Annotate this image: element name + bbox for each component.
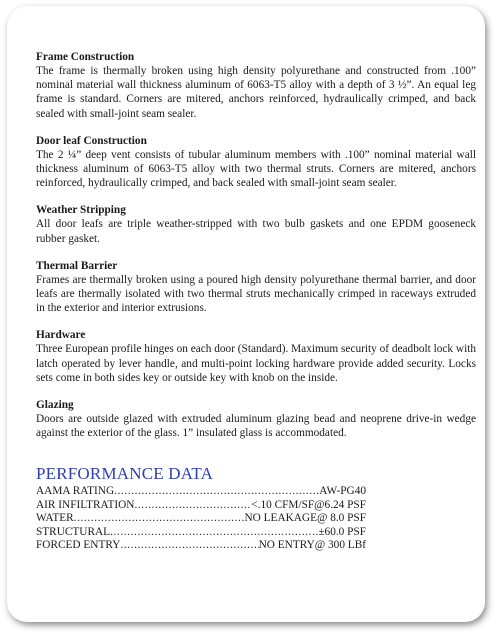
performance-value: ±60.0 PSF — [318, 525, 366, 538]
section-body: Three European profile hinges on each door (Standard). Maximum security of deadbolt lock with latch operated by lever handle, and multi-point locking hardware provide added security. Locks sets come in both sides key or outside key with knob on the inside. — [36, 343, 476, 384]
dot-leader — [114, 485, 319, 498]
document-page — [7, 6, 485, 622]
performance-row-aama-rating — [36, 485, 366, 498]
section-body: The frame is thermally broken using high density polyurethane and constructed from .100” nominal material wall thickness aluminum of 6063-T5 alloy with a depth of 3 ½”. An equal leg frame is standard. Corners are mitered, anchors reinforced, hydraulically crimped, and back sealed with small-joint seam sealer. — [36, 65, 476, 120]
dot-leader — [110, 526, 318, 539]
section-heading: Glazing — [36, 399, 74, 412]
dot-leader — [120, 539, 258, 552]
section-weather-stripping — [36, 203, 476, 245]
section-heading: Thermal Barrier — [36, 259, 118, 272]
performance-value: NO ENTRY@ 300 LBf — [258, 539, 366, 552]
performance-title: PERFORMANCE DATA — [36, 464, 214, 484]
section-body: Frames are thermally broken using a poured high density polyurethane thermal barrier, and door leafs are thermally isolated with two thermal struts mechanically crimped in raceways extruded in the exterior and interior extrusions. — [36, 273, 476, 315]
performance-label: AIR INFILTRATION — [36, 498, 135, 511]
section-body: Doors are outside glazed with extruded aluminum glazing bead and neoprene drive-in wedge against the exterior of the glass. 1” insulated glass is accommodated. — [36, 413, 476, 440]
section-frame-construction — [36, 50, 476, 121]
section-door-leaf-construction — [36, 134, 476, 191]
performance-row-structural — [36, 526, 366, 539]
performance-row-forced-entry — [36, 539, 366, 552]
performance-value: <.10 CFM/SF@6.24 PSF — [251, 498, 366, 511]
performance-row-water — [36, 512, 366, 525]
dot-leader — [74, 512, 245, 525]
section-heading: Weather Stripping — [36, 204, 126, 217]
section-hardware — [36, 328, 476, 385]
section-heading: Hardware — [36, 329, 86, 342]
performance-label: FORCED ENTRY — [36, 539, 121, 552]
performance-value: AW-PG40 — [319, 485, 366, 498]
section-thermal-barrier — [36, 259, 476, 316]
section-heading: Door leaf Construction — [36, 134, 147, 147]
performance-label: AAMA RATING — [36, 485, 115, 498]
performance-label: STRUCTURAL — [36, 525, 111, 538]
section-heading: Frame Construction — [36, 51, 135, 63]
performance-label: WATER — [36, 512, 74, 525]
performance-value: NO LEAKAGE@ 8.0 PSF — [244, 512, 366, 525]
document-content — [36, 50, 476, 552]
section-body: The 2 ¼” deep vent consists of tubular aluminum members with .100” nominal material wall thickness aluminum of 6063-T5 alloy with two thermal struts. Corners are mitered, anchors reinforced, hydraulically crimped, and back sealed with small-joint seam sealer. — [36, 148, 476, 190]
section-body: All door leafs are triple weather-stripped with two bulb gaskets and one EPDM gooseneck rubber gasket. — [36, 218, 476, 245]
dot-leader — [134, 499, 251, 512]
performance-data — [36, 464, 476, 552]
section-glazing — [36, 398, 476, 440]
performance-row-air-infiltration — [36, 499, 366, 512]
